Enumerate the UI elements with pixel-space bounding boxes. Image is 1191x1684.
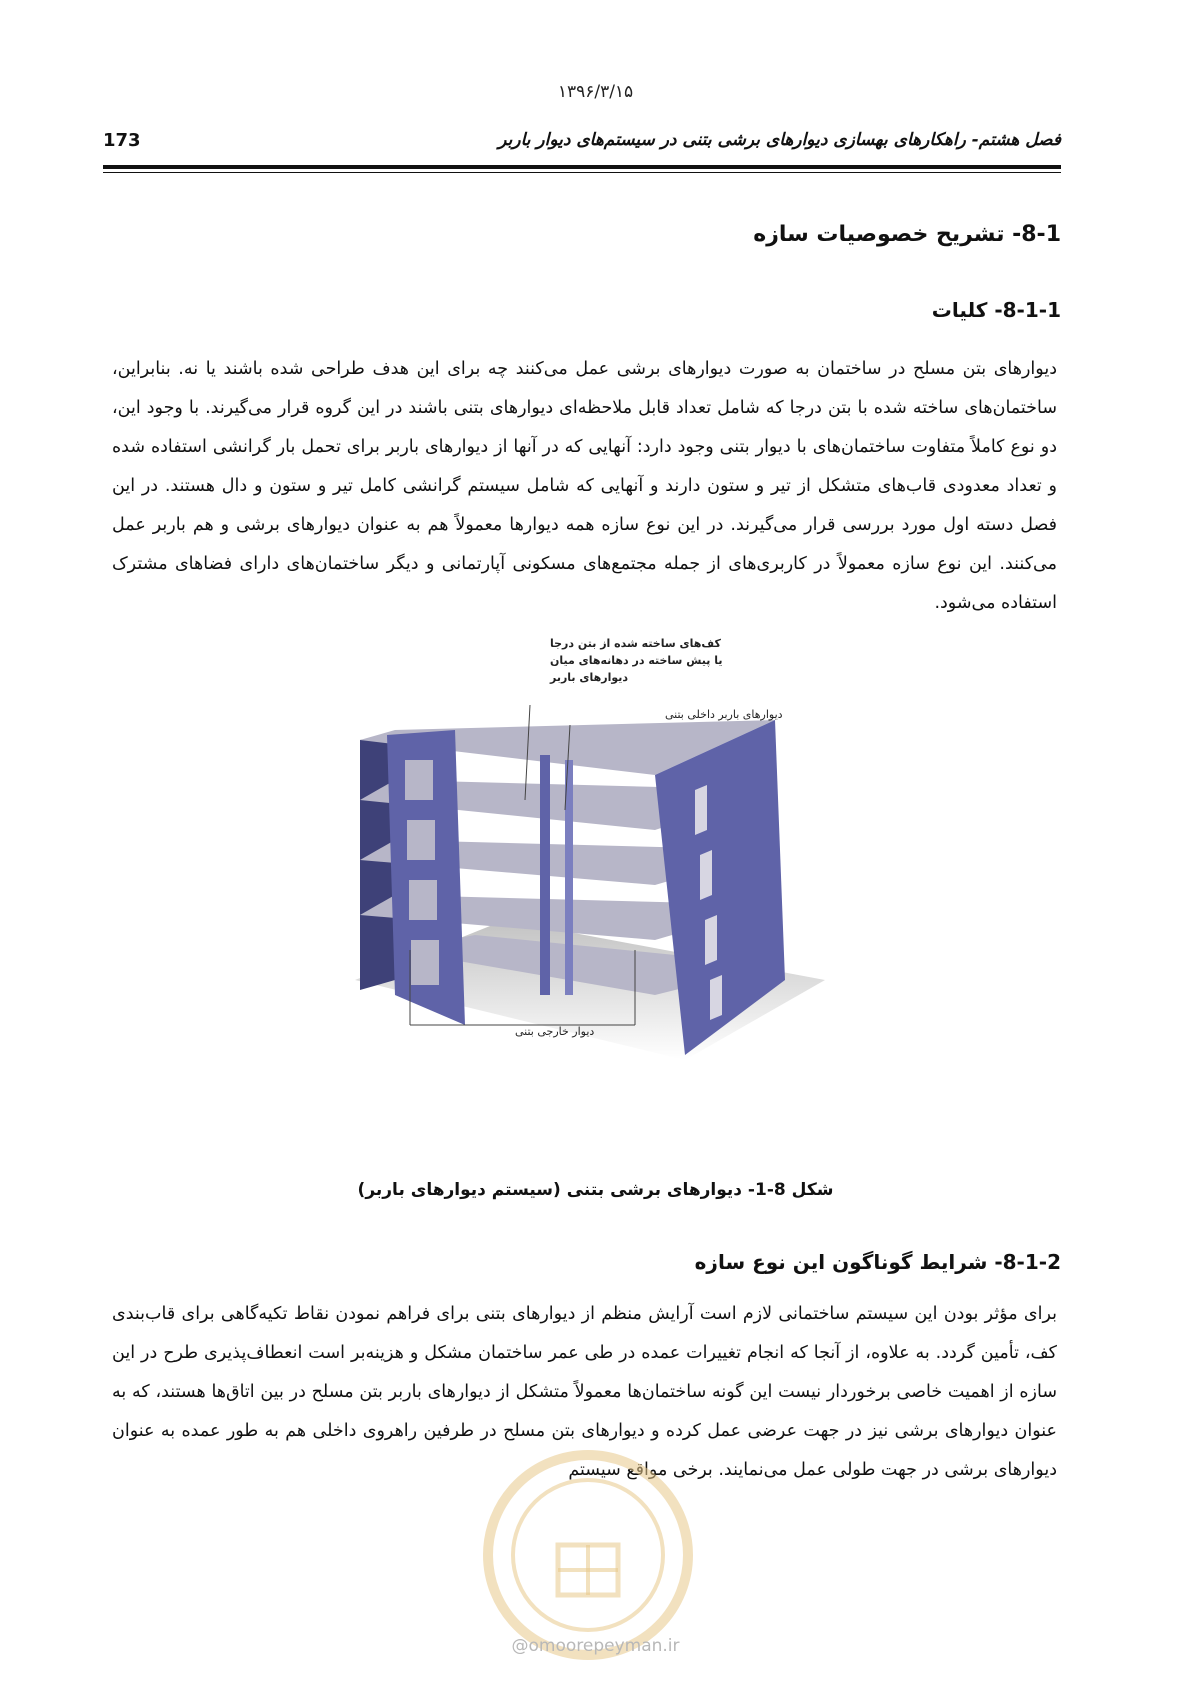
figure-caption: شکل 8-1- دیوارهای برشی بتنی (سیستم دیوارهای باربر): [357, 1180, 834, 1200]
watermark-seal-icon: [478, 1445, 698, 1665]
page-header: [103, 130, 1061, 160]
subsection-heading-conditions: 8-1-2- شرایط گوناگون این نوع سازه: [694, 1250, 1061, 1274]
chapter-title: فصل هشتم- راهکارهای بهسازی دیوارهای برشی بتنی در سیستم‌های دیوار باربر: [498, 130, 1061, 150]
svg-text:دیوارهای باربر: دیوارهای باربر: [550, 671, 629, 684]
interior-wall: [540, 755, 550, 995]
section-heading: 8-1- تشریح خصوصیات سازه: [753, 222, 1061, 247]
svg-text:یا پیش ساخته در دهانه‌های میان: یا پیش ساخته در دهانه‌های میان: [550, 654, 723, 667]
floor-label-block: [380, 632, 723, 692]
front-exterior-wall: [387, 730, 465, 1025]
header-rule-thick: [103, 165, 1061, 169]
label-interior-walls: دیوارهای باربر داخلی بتنی: [665, 708, 783, 721]
subsection-heading-general: 8-1-1- کلیات: [931, 298, 1061, 322]
watermark-text: @omoorepeyman.ir: [511, 1636, 680, 1656]
header-rule-thin: [103, 172, 1061, 173]
document-date: ۱۳۹۶/۳/۱۵: [557, 82, 634, 102]
label-exterior-wall: دیوار خارجی بتنی: [515, 1025, 595, 1038]
shear-wall-building-figure: [355, 680, 825, 1150]
conditions-paragraph: برای مؤثر بودن این سیستم ساختمانی لازم است آرایش منظم از دیوارهای بتنی برای فراهم نمودن نقاط تکیه‌گاهی برای قاب‌بندی کف، تأمین گردد. به علاوه، از آنجا که انجام تغییرات عمده در طی عمر ساختمان مشکل و هزینه‌بر است انعطاف‌پذیری طرح در این سازه از اهمیت خاصی برخوردار نیست این گونه ساختمان‌ها معمولاً متشکل از دیوارهای باربر بتن مسلح در بین اتاق‌ها هستند، که به عنوان دیوارهای برشی نیز در جهت عرضی عمل کرده و دیوارهای بتن مسلح در طرفین راهروی داخلی هم به طور عمده به عنوان دیوارهای برشی در جهت طولی عمل می‌نمایند. برخی مواقع سیستم: [112, 1304, 1057, 1480]
page-number: 173: [103, 130, 141, 151]
general-paragraph: دیوارهای بتن مسلح در ساختمان به صورت دیوارهای برشی عمل می‌کنند چه برای این هدف طراحی شده باشند یا نه. بنابراین، ساختمان‌های ساخته شده با بتن درجا که شامل تعداد قابل ملاحظه‌ای دیوارهای بتنی باشند در این گروه قرار می‌گیرند. با وجود این، دو نوع کاملاً متفاوت ساختمان‌های با دیوار بتنی وجود دارد: آنهایی که در آنها از دیوارهای باربر برای تحمل بار گرانشی استفاده شده و تعداد معدودی قاب‌های متشکل از تیر و ستون دارند و آنهایی که شامل سیستم گرانشی کامل تیر و ستون و دال هستند. در این فصل دسته اول مورد بررسی قرار می‌گیرند. در این نوع سازه همه دیوارها معمولاً هم به عنوان دیوارهای برشی و هم باربر عمل می‌کنند. این نوع سازه معمولاً در کاربری‌های از جمله مجتمع‌های مسکونی آپارتمانی و دیگر ساختمان‌های دارای فضاهای مشترک استفاده می‌شود.: [112, 359, 1057, 613]
svg-text:کف‌های ساخته شده از بتن درجا: کف‌های ساخته شده از بتن درجا: [550, 637, 721, 650]
